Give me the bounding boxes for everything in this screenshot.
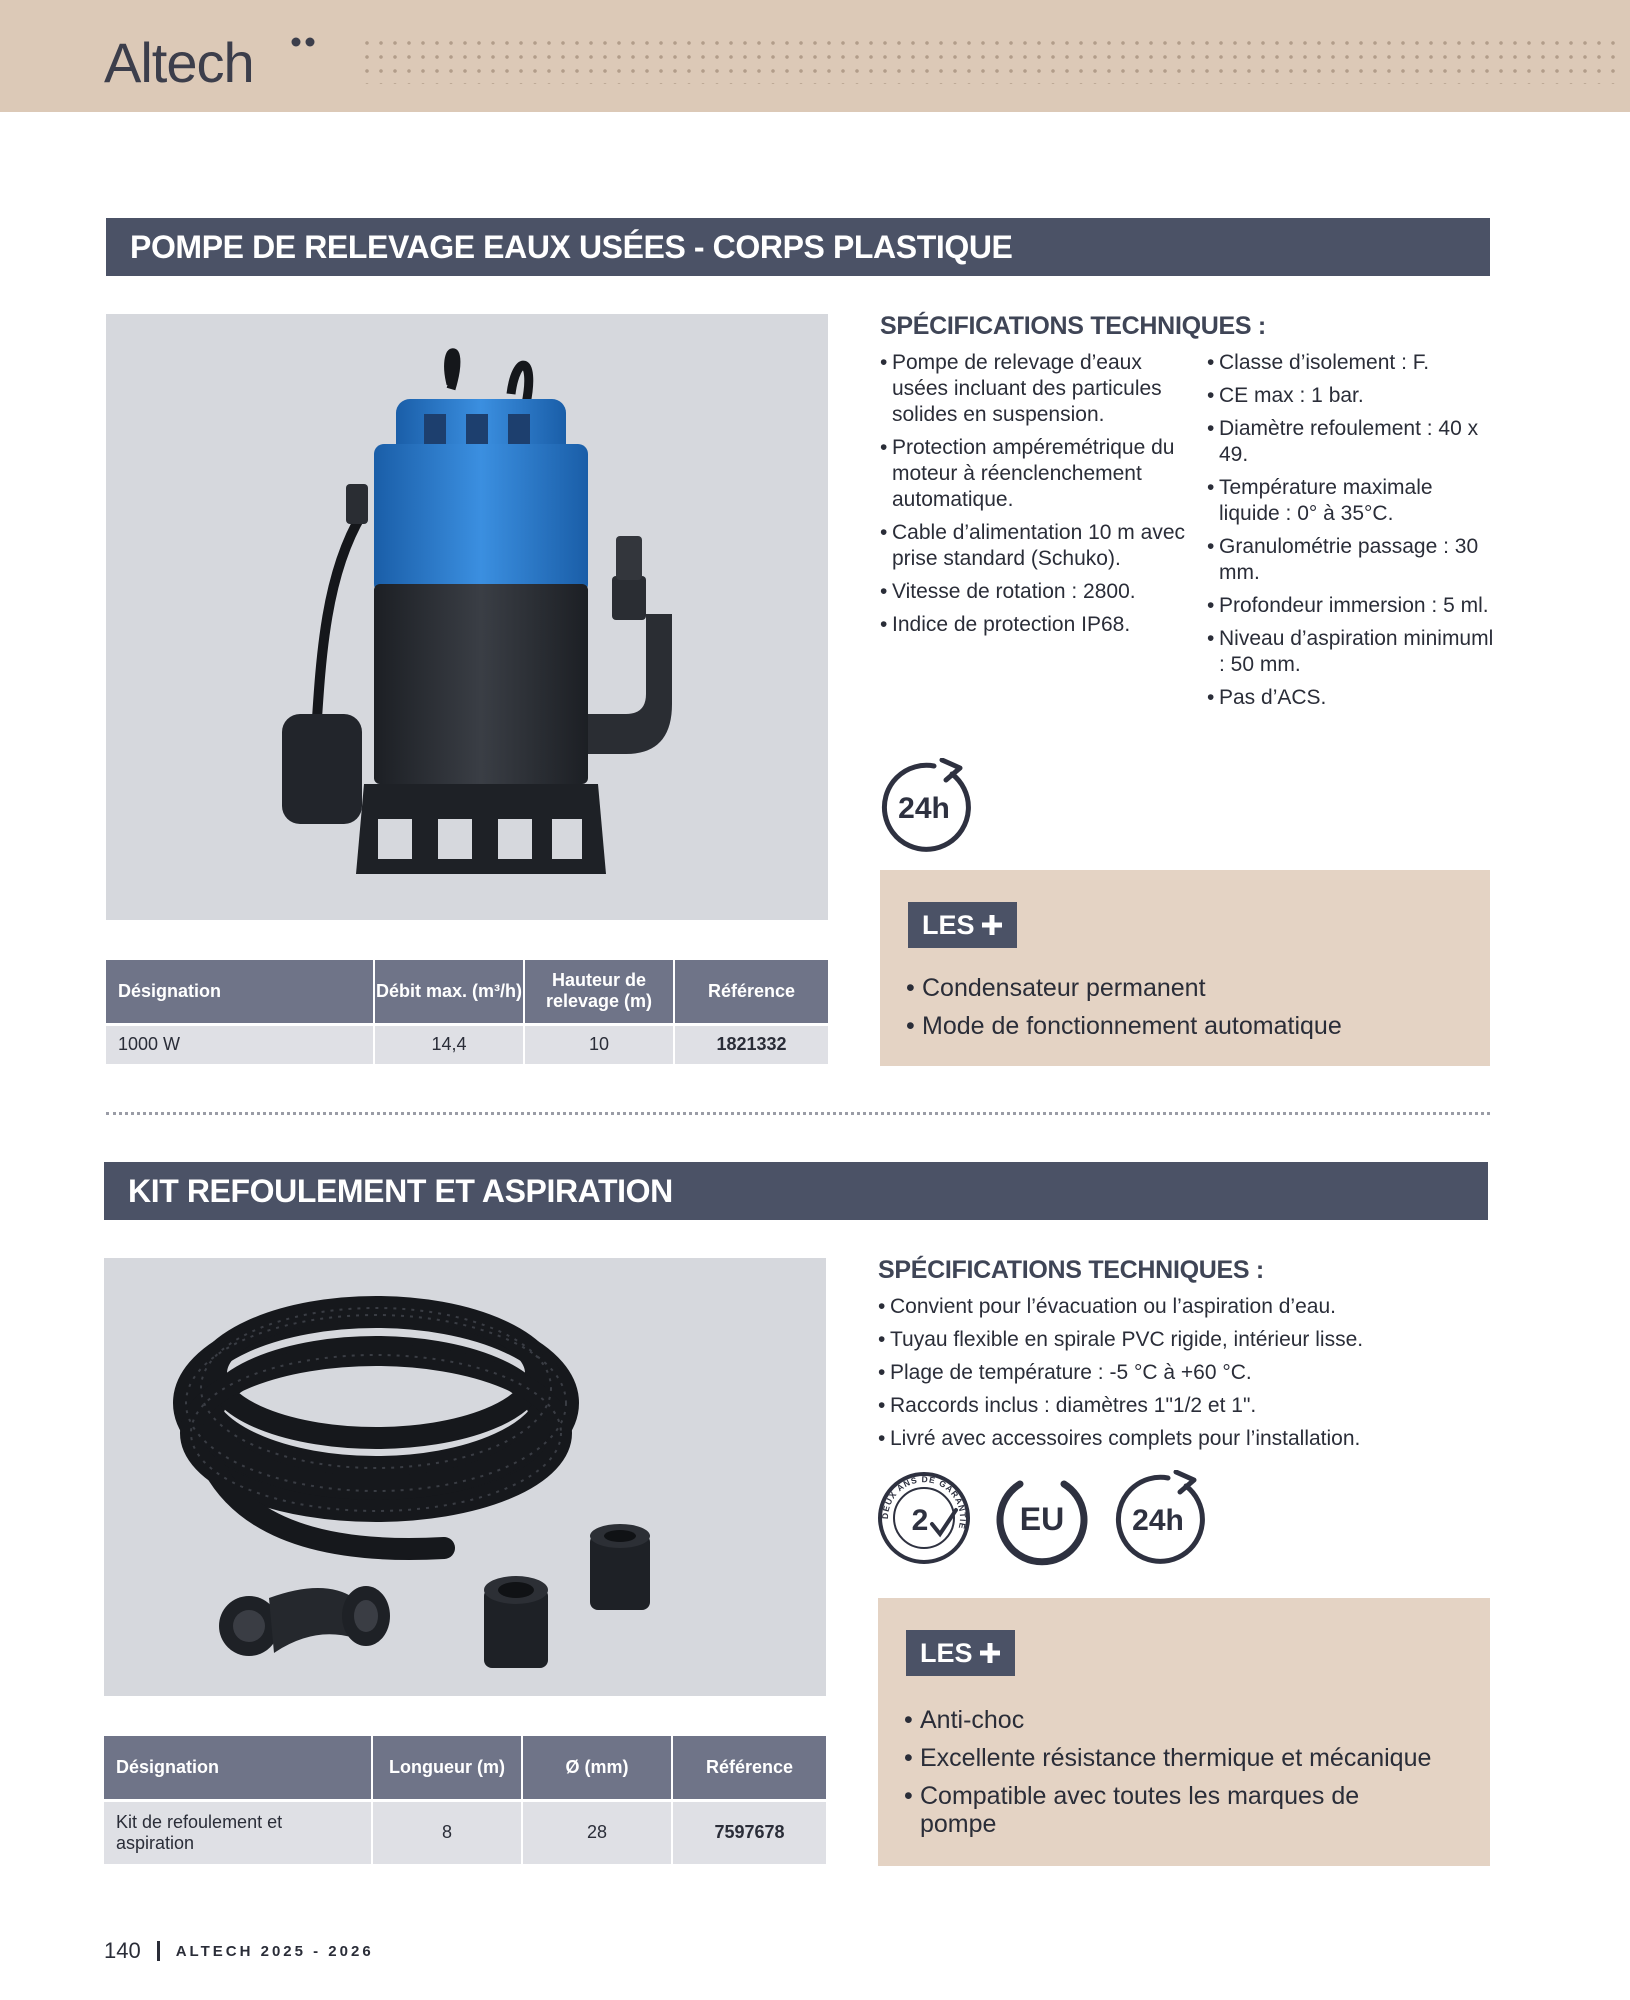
col-header-diametre: Ø (mm) [522,1736,672,1800]
spec-item: • Vitesse de rotation : 2800. [880,579,1190,605]
spec-item: • Pompe de relevage d’eaux usées incluant des particules solides en suspension. [880,350,1190,428]
section1-les-list [906,974,1342,1050]
section2-product-table [104,1736,826,1864]
spec-item: • Granulométrie passage : 30 mm. [1207,534,1497,586]
section1-title: POMPE DE RELEVAGE EAUX USÉES - CORPS PLASTIQUE [106,218,1490,276]
les-label: LES [920,1637,973,1668]
section-separator [106,1112,1490,1115]
page-footer [104,1938,374,1964]
cell-reference: 1821332 [674,1024,828,1064]
table-header-row [106,960,828,1024]
delivery-24h-icon [876,758,974,854]
badge-24h-text: 24h [898,792,950,825]
section1-specs-left [880,350,1190,645]
badge-24h-text: 24h [1132,1504,1184,1537]
col-header-reference: Référence [672,1736,826,1800]
section2-les-list [904,1706,1474,1848]
col-header-designation: Désignation [106,960,374,1024]
spec-item: • Livré avec accessoires complets pour l’installation. [878,1426,1478,1452]
les-item: • Compatible avec toutes les marques de pompe [904,1782,1364,1838]
spec-item: • Raccords inclus : diamètres 1"1/2 et 1". [878,1393,1478,1419]
cell-reference: 7597678 [672,1800,826,1864]
warranty-2-years-icon [876,1470,972,1566]
table-row [104,1800,826,1864]
section2-specs [878,1294,1478,1459]
col-header-debit: Débit max. (m³/h) [374,960,524,1024]
section1-specs-right [1207,350,1497,718]
section2-les-box [878,1598,1490,1866]
warranty-text: DEUX ANS DE GARANTIE [879,1474,969,1531]
section1-les-box [880,870,1490,1066]
spec-item: • Cable d’alimentation 10 m avec prise standard (Schuko). [880,520,1190,572]
footer-divider [157,1941,160,1961]
cell-designation: Kit de refoulement et aspiration [104,1800,372,1864]
les-tag [906,1630,1015,1676]
col-header-hauteur: Hauteur de relevage (m) [524,960,674,1024]
cell-longueur: 8 [372,1800,522,1864]
col-header-reference: Référence [674,960,828,1024]
table-row [106,1024,828,1064]
spec-item: • Diamètre refoulement : 40 x 49. [1207,416,1497,468]
section1-spec-heading: SPÉCIFICATIONS TECHNIQUES : [880,312,1266,340]
delivery-24h-icon [1110,1470,1208,1566]
header-dot-pattern [360,36,1620,84]
eu-made-icon [994,1470,1090,1566]
les-tag [908,902,1017,948]
les-item: • Anti-choc [904,1706,1474,1734]
cell-hauteur: 10 [524,1024,674,1064]
cell-diametre: 28 [522,1800,672,1864]
les-item: • Condensateur permanent [906,974,1342,1002]
plus-icon [979,1642,1001,1664]
pump-image [106,314,828,920]
les-item: • Excellente résistance thermique et mécanique [904,1744,1474,1772]
eu-text: EU [1019,1501,1065,1537]
les-item: • Mode de fonctionnement automatique [906,1012,1342,1040]
section2-title: KIT REFOULEMENT ET ASPIRATION [104,1162,1488,1220]
spec-item: • Plage de température : -5 °C à +60 °C. [878,1360,1478,1386]
col-header-designation: Désignation [104,1736,372,1800]
spec-item: • Pas d’ACS. [1207,685,1497,711]
page-number: 140 [104,1938,141,1963]
spec-item: • Protection ampéremétrique du moteur à réenclenchement automatique. [880,435,1190,513]
hose-kit-image [104,1258,826,1696]
warranty-years: 2 [911,1504,929,1537]
table-header-row [104,1736,826,1800]
col-header-longueur: Longueur (m) [372,1736,522,1800]
section2-spec-heading: SPÉCIFICATIONS TECHNIQUES : [878,1256,1264,1284]
spec-item: • Niveau d’aspiration minimuml : 50 mm. [1207,626,1497,678]
plus-icon [981,914,1003,936]
footer-brand-line: ALTECH 2025 - 2026 [175,1942,374,1960]
cell-debit: 14,4 [374,1024,524,1064]
logo-dots-icon [290,36,320,50]
spec-item: • Tuyau flexible en spirale PVC rigide, intérieur lisse. [878,1327,1478,1353]
spec-item: • Profondeur immersion : 5 ml. [1207,593,1497,619]
spec-item: • Convient pour l’évacuation ou l’aspiration d’eau. [878,1294,1478,1320]
spec-item: • Indice de protection IP68. [880,612,1190,638]
brand-logo: Altech [104,31,254,94]
les-label: LES [922,909,975,940]
section1-product-table [106,960,828,1064]
spec-item: • Classe d’isolement : F. [1207,350,1497,376]
spec-item: • Température maximale liquide : 0° à 35°C. [1207,475,1497,527]
spec-item: • CE max : 1 bar. [1207,383,1497,409]
cell-designation: 1000 W [106,1024,374,1064]
